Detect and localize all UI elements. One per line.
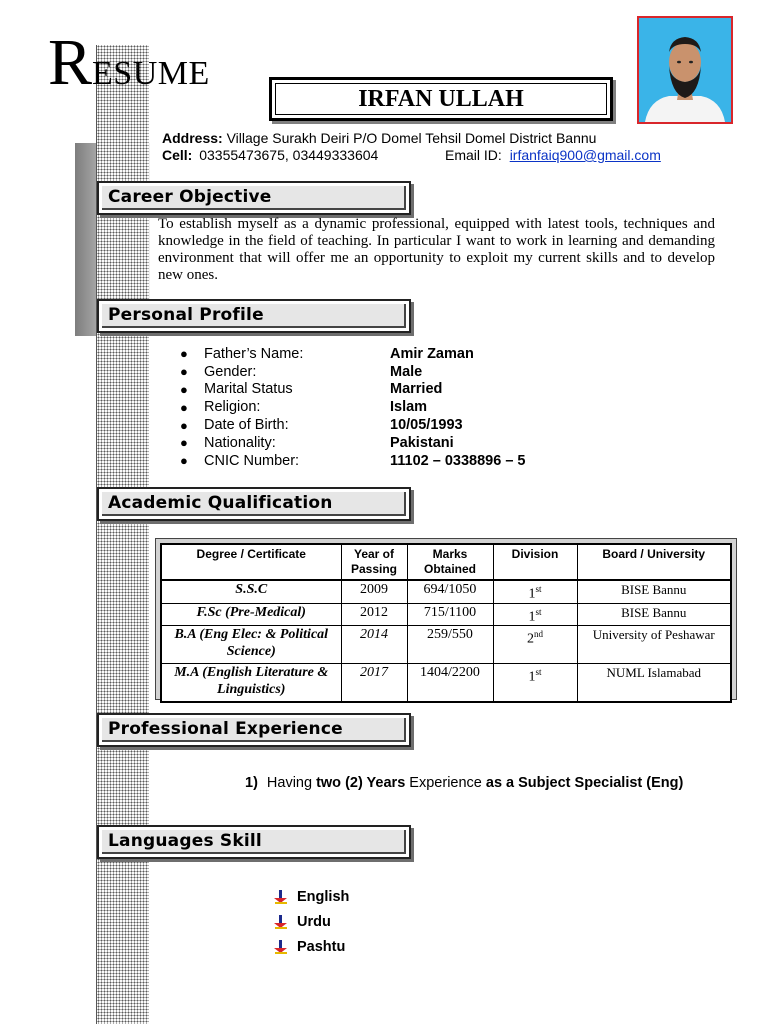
section-title: Professional Experience	[102, 718, 406, 742]
address-value: Village Surakh Deiri P/O Domel Tehsil Domel District Bannu	[226, 130, 597, 146]
cell-degree: M.A (English Literature & Linguistics)	[161, 664, 341, 702]
cell-year: 2014	[341, 626, 407, 664]
profile-value: Married	[390, 381, 443, 398]
section-career-objective	[97, 181, 411, 215]
profile-label: Nationality:	[204, 434, 276, 451]
profile-label: Father’s Name:	[204, 345, 304, 362]
name-box	[269, 77, 613, 121]
profile-label: CNIC Number:	[204, 452, 300, 469]
division-suffix: nd	[534, 629, 543, 640]
language-name: English	[297, 888, 350, 905]
profile-value: Islam	[390, 399, 428, 416]
division-suffix: st	[535, 667, 542, 678]
cell-marks: 259/550	[407, 626, 493, 664]
cell-line	[162, 147, 378, 163]
portrait-illustration	[639, 18, 731, 122]
profile-item	[180, 434, 525, 452]
table-row	[161, 664, 731, 702]
experience-number: 1)	[245, 775, 258, 791]
bullet-icon: ●	[180, 364, 188, 380]
profile-list	[180, 345, 525, 470]
profile-item	[180, 345, 525, 363]
division-number: 1	[528, 669, 536, 685]
arrow-bullet-icon	[273, 889, 297, 905]
profile-label: Marital Status	[204, 381, 293, 398]
profile-value: 10/05/1993	[390, 417, 463, 434]
cell-division	[493, 580, 577, 603]
cell-value: 03355473675, 03449333604	[199, 147, 379, 163]
cell-board: University of Peshawar	[577, 626, 731, 664]
profile-item	[180, 363, 525, 381]
candidate-name: IRFAN ULLAH	[275, 83, 607, 115]
division-suffix: st	[535, 584, 542, 594]
bullet-icon: ●	[180, 346, 188, 362]
email-link[interactable]: irfanfaiq900@gmail.com	[509, 147, 661, 163]
bullet-icon: ●	[180, 417, 188, 433]
cell-board: BISE Bannu	[577, 580, 731, 603]
career-objective-text: To establish myself as a dynamic professional, equipped with latest tools, techniques and knowledge in the field of teaching. In particular I want to work in learning and demanding environment that will offer me an opportunity to exploit my current skills and to develop new ones.	[158, 216, 715, 283]
profile-label: Gender:	[204, 363, 257, 380]
language-item	[273, 884, 349, 909]
profile-value: Pakistani	[390, 434, 454, 451]
bullet-icon: ●	[180, 453, 188, 469]
experience-item	[245, 775, 683, 791]
profile-item	[180, 452, 525, 470]
section-title: Languages Skill	[102, 830, 406, 854]
col-header-degree: Degree / Certificate	[161, 544, 341, 580]
cell-year: 2012	[341, 603, 407, 626]
arrow-bullet-icon	[273, 914, 297, 930]
language-name: Urdu	[297, 913, 331, 930]
cell-board: BISE Bannu	[577, 603, 731, 626]
profile-photo	[637, 16, 733, 124]
language-name: Pashtu	[297, 938, 346, 955]
experience-text-1: Having	[266, 775, 317, 791]
section-title: Career Objective	[102, 186, 406, 210]
division-number: 1	[528, 609, 536, 625]
section-academic-qualification	[97, 487, 411, 521]
table-row	[161, 580, 731, 603]
col-header-marks: Marks Obtained	[407, 544, 493, 580]
language-item	[273, 909, 349, 934]
cell-marks: 715/1100	[407, 603, 493, 626]
academic-table-frame	[155, 538, 737, 700]
cell-board: NUML Islamabad	[577, 664, 731, 702]
cell-degree: S.S.C	[161, 580, 341, 603]
cell-degree: B.A (Eng Elec: & Political Science)	[161, 626, 341, 664]
cell-year: 2017	[341, 664, 407, 702]
resume-initial: R	[48, 26, 93, 99]
cell-degree: F.Sc (Pre-Medical)	[161, 603, 341, 626]
col-header-board: Board / University	[577, 544, 731, 580]
cell-marks: 694/1050	[407, 580, 493, 603]
cell-label: Cell:	[162, 147, 193, 163]
profile-item	[180, 381, 525, 399]
cell-marks: 1404/2200	[407, 664, 493, 702]
division-suffix: st	[535, 606, 542, 617]
cell-year: 2009	[341, 580, 407, 603]
academic-table	[160, 543, 732, 703]
profile-value: Amir Zaman	[390, 345, 474, 362]
profile-item	[180, 398, 525, 416]
table-row	[161, 603, 731, 626]
section-title: Personal Profile	[102, 304, 406, 328]
arrow-bullet-icon	[273, 939, 297, 955]
section-personal-profile	[97, 299, 411, 333]
languages-list	[273, 884, 349, 959]
experience-bold-1: two (2) Years	[316, 775, 406, 791]
resume-rest: ESUME	[92, 55, 210, 92]
experience-text-2: Experience	[405, 775, 486, 791]
bullet-icon: ●	[180, 399, 188, 415]
cell-division	[493, 664, 577, 702]
profile-value: 11102 – 0338896 – 5	[390, 452, 526, 469]
table-header-row	[161, 544, 731, 580]
profile-label: Religion:	[204, 399, 261, 416]
col-header-division: Division	[493, 544, 577, 580]
division-number: 1	[528, 586, 536, 602]
experience-bold-2: as a Subject Specialist (Eng)	[485, 775, 684, 791]
cell-division	[493, 603, 577, 626]
section-professional-experience	[97, 713, 411, 747]
address-label: Address:	[162, 130, 223, 146]
section-languages-skill	[97, 825, 411, 859]
resume-heading	[48, 26, 210, 99]
col-header-year: Year of Passing	[341, 544, 407, 580]
address-line	[162, 130, 596, 146]
bullet-icon: ●	[180, 381, 188, 397]
cell-division	[493, 626, 577, 664]
email-label: Email ID:	[445, 147, 502, 163]
profile-item	[180, 416, 525, 434]
division-number: 2	[527, 631, 534, 647]
profile-label: Date of Birth:	[204, 417, 289, 434]
language-item	[273, 934, 349, 959]
email-line	[445, 147, 661, 163]
bullet-icon: ●	[180, 435, 188, 451]
table-row	[161, 626, 731, 664]
profile-value: Male	[390, 363, 423, 380]
section-title: Academic Qualification	[102, 492, 406, 516]
